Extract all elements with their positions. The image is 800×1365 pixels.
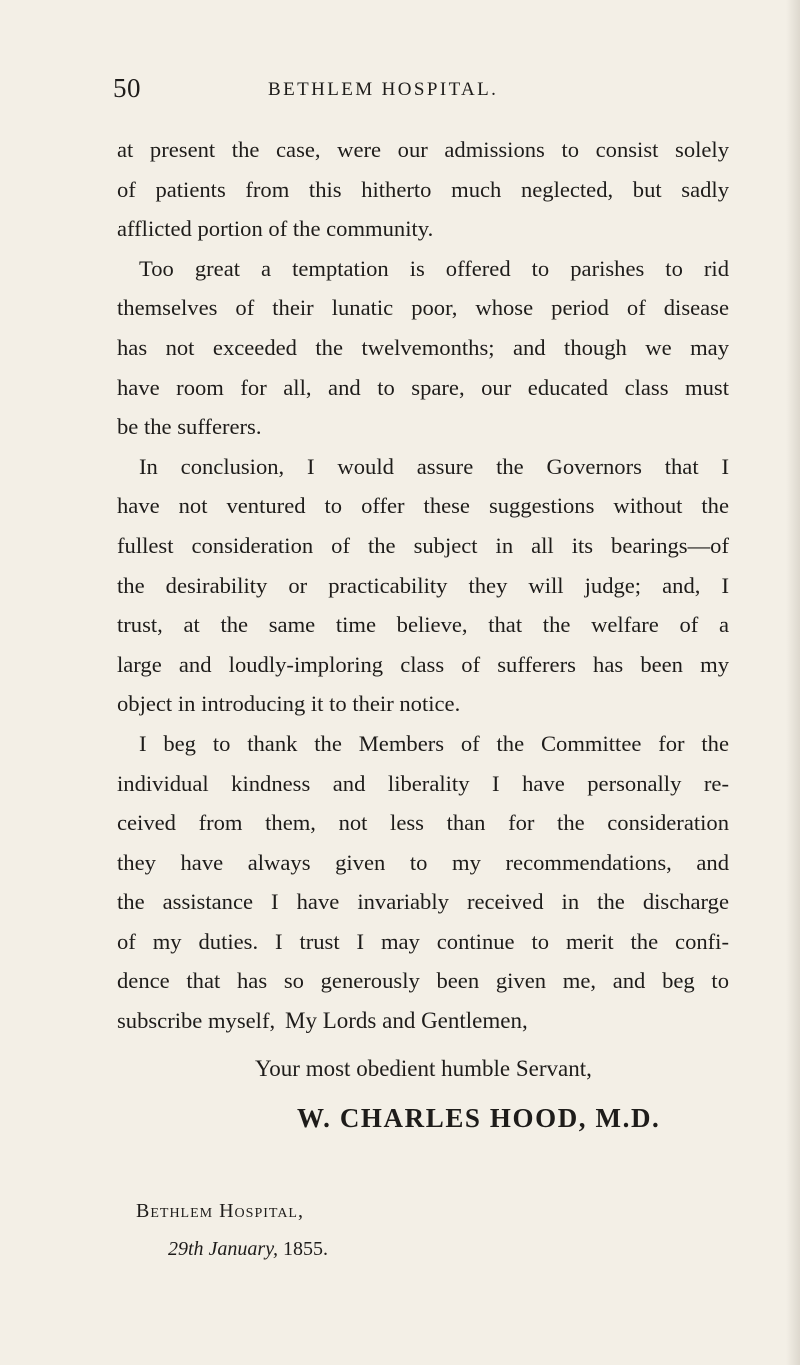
dateline-date [168, 1238, 328, 1261]
text-line: the assistance I have invariably received in the discharge [117, 889, 729, 915]
text-line: have not ventured to offer these suggestions without the [117, 493, 729, 519]
page-header [113, 68, 543, 108]
text-line: of my duties. I trust I may continue to merit the confi- [117, 928, 729, 954]
text-line: has not exceeded the twelvemonths; and though we may [117, 334, 729, 360]
text-line: Too great a temptation is offered to parishes to rid [139, 255, 729, 281]
date-day: 29th January, [168, 1238, 278, 1260]
text-line: I beg to thank the Members of the Committee for the [139, 730, 729, 756]
page-edge-shading [786, 0, 800, 1365]
body-text [117, 130, 729, 1041]
text-line: be the sufferers. [117, 414, 262, 440]
text-line: themselves of their lunatic poor, whose period of disease [117, 295, 729, 321]
text-line: subscribe myself, [117, 1008, 276, 1034]
text-line: In conclusion, I would assure the Governors that I [139, 453, 729, 479]
text-line: have room for all, and to spare, our educated class must [117, 374, 729, 400]
date-year: 1855. [283, 1238, 328, 1260]
page-number: 50 [113, 73, 141, 103]
text-line: fullest consideration of the subject in all its bearings—of [117, 532, 729, 558]
salutation: My Lords and Gentlemen, [285, 1008, 528, 1033]
text-line: ceived from them, not less than for the consideration [117, 810, 729, 836]
valediction: Your most obedient humble Servant, [255, 1056, 592, 1081]
text-line: of patients from this hitherto much neglected, but sadly [117, 176, 729, 202]
text-line: they have always given to my recommendations, and [117, 849, 729, 875]
text-line: afflicted portion of the community. [117, 216, 434, 242]
text-line: trust, at the same time believe, that the welfare of a [117, 612, 729, 638]
running-head: BETHLEM HOSPITAL. [268, 79, 499, 100]
text-line: the desirability or practicability they will judge; and, I [117, 572, 729, 598]
text-line: at present the case, were our admissions to consist solely [117, 137, 729, 162]
signature: W. CHARLES HOOD, M.D. [297, 1103, 661, 1133]
text-line: dence that has so generously been given me, and beg to [117, 968, 729, 994]
dateline-place: Bethlem Hospital, [136, 1200, 304, 1222]
text-line: individual kindness and liberality I have personally re- [117, 770, 729, 796]
text-line: object in introducing it to their notice. [117, 691, 461, 717]
text-line: large and loudly-imploring class of sufferers has been my [117, 651, 729, 677]
